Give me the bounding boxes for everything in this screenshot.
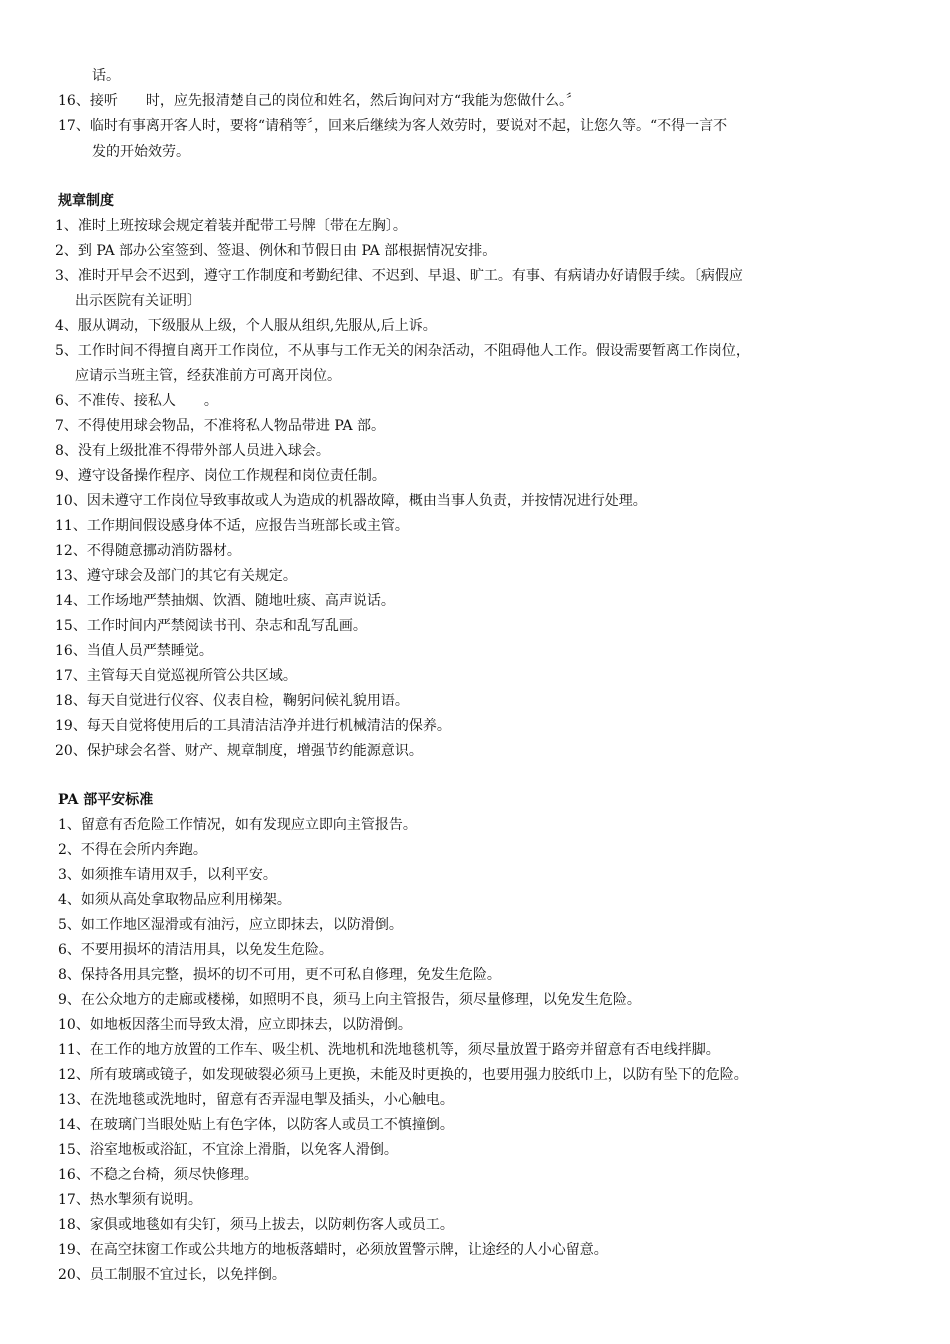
list-item: 17、热水掣须有说明。 — [58, 1192, 202, 1208]
section-heading-rules: 规章制度 — [58, 193, 114, 209]
list-item: 8、保持各用具完整，损坏的切不可用，更不可私自修理，免发生危险。 — [58, 967, 501, 983]
list-item: 2、到 PA 部办公室签到、签退、例休和节假日由 PA 部根据情况安排。 — [55, 243, 497, 259]
list-item: 18、家俱或地毯如有尖钉，须马上拔去，以防刺伤客人或员工。 — [58, 1217, 454, 1233]
list-item: 4、服从调动，下级服从上级，个人服从组织,先服从,后上诉。 — [55, 318, 437, 334]
list-item: 15、工作时间内严禁阅读书刊、杂志和乱写乱画。 — [55, 618, 367, 634]
list-item: 3、准时开早会不迟到，遵守工作制度和考勤纪律、不迟到、早退、旷工。有事、有病请办好请假手续。〔病假应 — [55, 268, 743, 284]
list-item: 4、如须从高处拿取物品应利用梯架。 — [58, 892, 291, 908]
list-item: 12、所有玻璃或镜子，如发现破裂必须马上更换，未能及时更换的，也要用强力胶纸巾上，以防有坠下的危险。 — [58, 1067, 748, 1083]
list-item: 14、在玻璃门当眼处贴上有色字体，以防客人或员工不慎撞倒。 — [58, 1117, 454, 1133]
list-item: 13、遵守球会及部门的其它有关规定。 — [55, 568, 297, 584]
list-item: 16、当值人员严禁睡觉。 — [55, 643, 213, 659]
list-item: 8、没有上级批准不得带外部人员进入球会。 — [55, 443, 330, 459]
list-item: 11、工作期间假设感身体不适，应报告当班部长或主管。 — [55, 518, 409, 534]
list-item: 10、因未遵守工作岗位导致事故或人为造成的机器故障，概由当事人负责，并按情况进行处理。 — [55, 493, 647, 509]
list-item: 14、工作场地严禁抽烟、饮酒、随地吐痰、高声说话。 — [55, 593, 395, 609]
list-item: 9、遵守设备操作程序、岗位工作规程和岗位责任制。 — [55, 468, 386, 484]
section-heading-safety: PA 部平安标准 — [58, 792, 154, 808]
list-item: 5、如工作地区湿滑或有油污，应立即抹去，以防滑倒。 — [58, 917, 403, 933]
list-item: 6、不要用损坏的清洁用具，以免发生危险。 — [58, 942, 333, 958]
list-item: 10、如地板因落尘而导致太滑，应立即抹去，以防滑倒。 — [58, 1017, 412, 1033]
list-item: 9、在公众地方的走廊或楼梯，如照明不良，须马上向主管报告，须尽量修理，以免发生危险。 — [58, 992, 641, 1008]
list-item: 12、不得随意挪动消防器材。 — [55, 543, 241, 559]
list-item: 1、准时上班按球会规定着装并配带工号牌〔带在左胸〕。 — [55, 218, 407, 234]
list-item: 1、留意有否危险工作情况，如有发现应立即向主管报告。 — [58, 817, 417, 833]
list-item: 7、不得使用球会物品，不准将私人物品带进 PA 部。 — [55, 418, 386, 434]
list-item-continuation: 出示医院有关证明〕 — [75, 293, 201, 309]
list-item: 20、员工制服不宜过长，以免拌倒。 — [58, 1267, 286, 1283]
list-item: 19、在高空抹窗工作或公共地方的地板落蜡时，必须放置警示牌，让途经的人小心留意。 — [58, 1242, 608, 1258]
list-item: 18、每天自觉进行仪容、仪表自检，鞠躬问候礼貌用语。 — [55, 693, 409, 709]
list-item: 11、在工作的地方放置的工作车、吸尘机、洗地机和洗地毯机等，须尽量放置于路旁并留意有否电线拌脚。 — [58, 1042, 720, 1058]
list-item: 5、工作时间不得擅自离开工作岗位，不从事与工作无关的闲杂活动，不阻碍他人工作。假设需要暂离工作岗位， — [55, 343, 750, 359]
list-item: 16、不稳之台椅，须尽快修理。 — [58, 1167, 258, 1183]
list-item: 15、浴室地板或浴缸，不宜涂上滑脂，以免客人滑倒。 — [58, 1142, 398, 1158]
text-line: 发的开始效劳。 — [92, 144, 190, 160]
text-line: 话。 — [92, 68, 120, 84]
text-line: 17、临时有事离开客人时，要将“请稍等〞，回来后继续为客人效劳时，要说对不起，让您久等。“不得一言不 — [58, 118, 728, 134]
list-item: 20、保护球会名誉、财产、规章制度，增强节约能源意识。 — [55, 743, 423, 759]
list-item: 6、不准传、接私人 。 — [55, 393, 218, 409]
list-item: 13、在洗地毯或洗地时，留意有否弄湿电掣及插头，小心触电。 — [58, 1092, 454, 1108]
text-line: 16、接听 时，应先报清楚自己的岗位和姓名，然后询问对方“我能为您做什么。〞 — [58, 93, 580, 109]
list-item-continuation: 应请示当班主管，经获准前方可离开岗位。 — [75, 368, 341, 384]
list-item: 17、主管每天自觉巡视所管公共区域。 — [55, 668, 297, 684]
list-item: 19、每天自觉将使用后的工具清洁洁净并进行机械清洁的保养。 — [55, 718, 451, 734]
list-item: 2、不得在会所内奔跑。 — [58, 842, 207, 858]
list-item: 3、如须推车请用双手，以利平安。 — [58, 867, 277, 883]
